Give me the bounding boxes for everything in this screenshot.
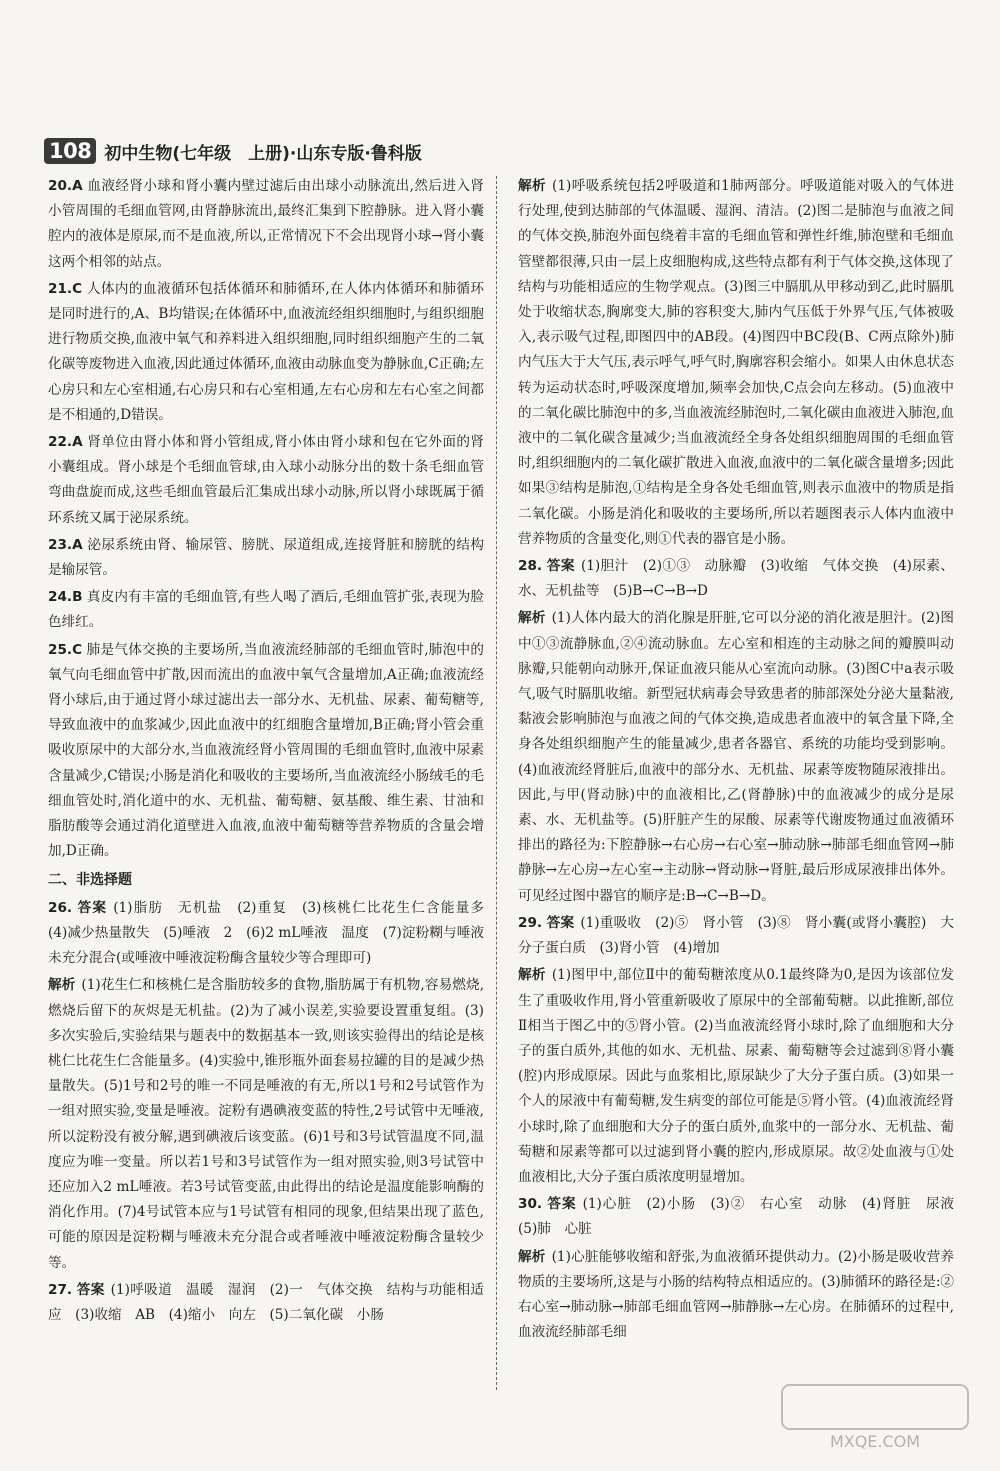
question-number: 27.	[48, 1281, 73, 1298]
watermark-text: MXQE.COM	[829, 1432, 921, 1451]
answer-paragraph	[48, 533, 484, 583]
body-text: (1)花生仁和核桃仁是含脂肪较多的食物,脂肪属于有机物,容易燃烧,燃烧后留下的灰烬是无机盐。(2)为了减小误差,实验要设置重复组。(3)多次实验后,实验结果与题表中的数据基本一致,则该实验得出的结论是核桃仁比花生仁含能量多。(4)实验中,锥形瓶外面套易拉罐的目的是减少热量散失。(5)1号和2号的唯一不同是唾液的有无,所以1号和2号试管作为一组对照实验,变量是唾液。淀粉有遇碘液变蓝的特性,2号试管中无唾液,所以淀粉没有被分解,遇到碘液后该变蓝。(6)1号和3号试管温度不同,温度应为唯一变量。所以若1号和3号试管作为一组对照实验,则3号试管中还应加入2 mL唾液。若3号试管变蓝,由此得出的结论是温度能影响酶的消化作用。(7)4号试管本应与1号试管有相同的现象,但结果出现了蓝色,可能的原因是淀粉糊与唾液未充分混合或者唾液中唾液淀粉酶含量较少等。	[48, 977, 485, 1271]
answer-paragraph	[518, 911, 954, 961]
answer-paragraph	[48, 277, 484, 428]
answer-tag: 答案	[77, 899, 108, 916]
question-number: 21.C	[48, 280, 83, 297]
body-text: 肾单位由肾小体和肾小管组成,肾小体由肾小球和包在它外面的肾小囊组成。肾小球是个毛细血管球,由入球小动脉分出的数十条毛细血管弯曲盘旋而成,这些毛细血管最后汇集成出球小动脉,所以肾小球既属于循环系统又属于泌尿系统。	[48, 434, 484, 526]
question-number: 26.	[48, 899, 73, 916]
question-number: 22.A	[48, 434, 83, 451]
body-text: (1)重吸收 (2)⑤ 肾小管 (3)⑧ 肾小囊(或肾小囊腔) 大分子蛋白质 (3)肾小管 (4)增加	[518, 914, 954, 957]
answer-tag: 答案	[546, 558, 575, 575]
body-text: (1)图甲中,部位Ⅱ中的葡萄糖浓度从0.1最终降为0,是因为该部位发生了重吸收作用,肾小管重新吸收了原尿中的全部葡萄糖。以此推断,部位Ⅱ相当于图乙中的⑤肾小管。(2)当血液流经肾小球时,除了血细胞和大分子的蛋白质外,其他的如水、无机盐、尿素、葡萄糖等会过滤到⑧肾小囊(腔)内形成原尿。因此与血浆相比,原尿缺少了大分子蛋白质。(3)如果一个人的尿液中有葡萄糖,发生病变的部位可能是⑤肾小管。(4)血液流经肾小球时,除了血细胞和大分子的蛋白质外,血浆中的一部分水、无机盐、葡萄糖和尿素等都可以过滤到肾小囊的腔内,形成原尿。故②处血液与①处血液相比,大分子蛋白质浓度明显增加。	[518, 967, 955, 1185]
question-number: 23.A	[48, 536, 83, 553]
question-number: 20.A	[48, 178, 83, 194]
analysis-paragraph	[518, 1245, 954, 1346]
analysis-tag: 解析	[518, 178, 547, 194]
page-number: 108	[44, 138, 96, 164]
section-title: 二、非选择题	[48, 872, 132, 889]
analysis-tag: 解析	[518, 967, 546, 984]
analysis-paragraph	[48, 973, 484, 1275]
question-number: 24.B	[48, 589, 83, 606]
body-text: (1)脂肪 无机盐 (2)重复 (3)核桃仁比花生仁含能量多 (4)减少热量散失 (5)唾液 2 (6)2 mL唾液 温度 (7)淀粉糊与唾液未充分混合(或唾液中唾液淀粉酶含量较少等合理即可)	[48, 899, 498, 967]
analysis-paragraph	[518, 174, 954, 552]
left-column	[48, 174, 498, 1330]
right-column	[518, 174, 968, 1347]
question-number: 28.	[518, 558, 543, 575]
analysis-tag: 解析	[518, 610, 546, 627]
answer-paragraph	[518, 1192, 968, 1242]
body-text: (1)心脏 (2)小肠 (3)② 右心室 动脉 (4)肾脏 尿液 (5)肺 心脏	[518, 1196, 968, 1238]
answer-paragraph	[48, 430, 484, 531]
body-text: 血液经肾小球和肾小囊内壁过滤后由出球小动脉流出,然后进入肾小管周围的毛细血管网,由肾静脉流出,最终汇集到下腔静脉。进入肾小囊腔内的液体是原尿,而不是血液,所以,正常情况下不会出现肾小球→肾小囊这两个相邻的站点。	[48, 178, 484, 270]
body-text: (1)心脏能够收缩和舒张,为血液循环提供动力。(2)小肠是吸收营养物质的主要场所,这是与小肠的结构特点相适应的。(3)肺循环的路径是:②右心室→肺动脉→肺部毛细血管网→肺静脉→左心房。在肺循环的过程中,血液流经肺部毛细	[518, 1248, 954, 1341]
answer-paragraph	[48, 174, 484, 275]
answer-tag: 答案	[76, 1281, 105, 1298]
page-header	[44, 134, 464, 168]
answer-paragraph	[48, 585, 484, 635]
question-number: 29.	[518, 914, 543, 931]
answer-paragraph	[48, 1278, 484, 1328]
body-text: 泌尿系统由肾、输尿管、膀胱、尿道组成,连接肾脏和膀胱的结构是输尿管。	[48, 536, 484, 579]
body-text: (1)呼吸道 温暖 湿润 (2)一 气体交换 结构与功能相适应 (3)收缩 AB (4)缩小 向左 (5)二氧化碳 小肠	[48, 1281, 484, 1323]
answer-tag: 答案	[547, 1196, 577, 1213]
analysis-tag: 解析	[48, 977, 76, 994]
watermark-logo	[780, 1383, 970, 1453]
question-number: 25.C	[48, 641, 83, 658]
body-text: 肺是气体交换的主要场所,当血液流经肺部的毛细血管时,肺泡中的氧气向毛细血管中扩散,因而流出的血液中氧气含量增加,A正确;血液流经肾小球后,由于通过肾小球过滤出去一部分水、无机盐、尿素、葡萄糖等,导致血液中的血浆减少,因此血液中的红细胞含量增加,B正确;肾小管会重吸收原尿中的大部分水,当血液流经肾小管周围的毛细血管时,血液中尿素含量减少,C错误;小肠是消化和吸收的主要场所,当血液流经小肠绒毛的毛细血管处时,消化道中的水、无机盐、葡萄糖、氨基酸、维生素、甘油和脂肪酸等会通过消化道壁进入血液,血液中葡萄糖等营养物质的含量会增加,D正确。	[48, 641, 485, 860]
page-title: 初中生物(七年级 上册)·山东专版·鲁科版	[104, 143, 422, 164]
column-divider	[496, 176, 497, 1390]
body-text: 真皮内有丰富的毛细血管,有些人喝了酒后,毛细血管扩张,表现为脸色绯红。	[48, 589, 485, 631]
analysis-paragraph	[518, 963, 954, 1190]
answer-paragraph	[518, 554, 954, 604]
answer-tag: 答案	[546, 914, 575, 931]
body-text: (1)胆汁 (2)①③ 动脉瓣 (3)收缩 气体交换 (4)尿素、水、无机盐等 (5)B→C→B→D	[518, 558, 954, 600]
analysis-tag: 解析	[518, 1248, 546, 1265]
question-number: 30.	[518, 1196, 543, 1213]
analysis-paragraph	[518, 606, 954, 908]
body-text: (1)呼吸系统包括2呼吸道和1肺两部分。呼吸道能对吸入的气体进行处理,使到达肺部的气体温暖、湿润、清洁。(2)图二是肺泡与血液之间的气体交换,肺泡外面包绕着丰富的毛细血管和弹性纤维,肺泡壁和毛细血管壁都很薄,只由一层上皮细胞构成,这些特点都有利于气体交换,这体现了结构与功能相适应的生物学观点。(3)图三中膈肌从甲移动到乙,此时膈肌处于收缩状态,胸廓变大,肺的容积变大,肺内气压低于外界气压,气体被吸入,表示吸气过程,即图四中的AB段。(4)图四中BC段(B、C两点除外)肺内气压大于大气压,表示呼气,呼气时,胸廓容积会缩小。如果人由休息状态转为运动状态时,呼吸深度增加,频率会加快,C点会向左移动。(5)血液中的二氧化碳比肺泡中的多,当血液流经肺泡时,二氧化碳由血液进入肺泡,血液中的二氧化碳含量减少;当血液流经全身各处组织细胞周围的毛细血管时,组织细胞内的二氧化碳扩散进入血液,血液中的二氧化碳含量增多;因此如果③结构是肺泡,①结构是全身各处毛细血管,则表示血液中的物质是指二氧化碳。小肠是消化和吸收的主要场所,所以若题图表示人体内血液中营养物质的含量变化,则①代表的器官是小肠。	[518, 178, 954, 547]
answer-paragraph	[48, 896, 498, 972]
body-text: 人体内的血液循环包括体循环和肺循环,在人体内体循环和肺循环是同时进行的,A、B均错误;在体循环中,血液流经组织细胞时,与组织细胞进行物质交换,血液中氧气和养料进入组织细胞,同时组织细胞产生的二氧化碳等废物进入血液,因此通过体循环,血液由动脉血变为静脉血,C正确;左心房只和左心室相通,右心房只和右心室相通,左右心房和左右心室之间都是不相通的,D错误。	[48, 280, 484, 423]
answer-paragraph	[48, 638, 484, 865]
body-text: (1)人体内最大的消化腺是肝脏,它可以分泌的消化液是胆汁。(2)图中①③流静脉血,②④流动脉血。左心室和相连的主动脉之间的瓣膜叫动脉瓣,只能朝向动脉开,保证血液只能从心室流向动脉。(3)图C中a表示吸气,吸气时膈肌收缩。新型冠状病毒会导致患者的肺部深处分泌大量黏液,黏液会影响肺泡与血液之间的气体交换,造成患者血液中的氧含量下降,全身各处组织细胞产生的能量减少,患者各器官、系统的功能均受到影响。(4)血液流经肾脏后,血液中的部分水、无机盐、尿素等废物随尿液排出。因此,与甲(肾动脉)中的血液相比,乙(肾静脉)中的血液减少的成分是尿素、水、无机盐等。(5)肝脏产生的尿酸、尿素等代谢废物通过血液循环排出的路径为:下腔静脉→右心房→右心室→肺动脉→肺部毛细血管网→肺静脉→左心房→左心室→主动脉→肾动脉→肾脏,最后形成尿液排出体外。可见经过图中器官的顺序是:B→C→B→D。	[518, 610, 954, 904]
